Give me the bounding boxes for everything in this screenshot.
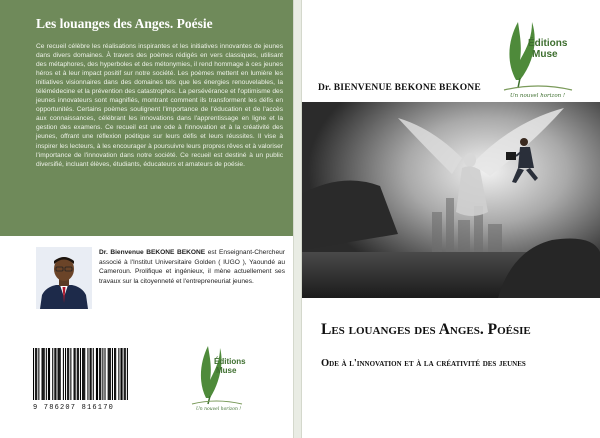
author-photo	[36, 247, 92, 309]
author-bio-name: Dr. Bienvenue BEKONE BEKONE	[99, 249, 206, 256]
author-bio	[99, 248, 285, 286]
publisher-logo-back	[186, 338, 246, 414]
cover-illustration	[302, 102, 600, 298]
publisher-name-line2: Muse	[532, 49, 558, 60]
isbn-number: 9 786207 816170	[33, 404, 115, 412]
publisher-name-line2: Muse	[216, 366, 237, 375]
author-bio-text: est Enseignant-Chercheur associé à l'Institut Universitaire Golden ( IUGO ), Yaoundé au Cameroun. Prolifique et ingénieux, il mène actuellement ses travaux sur la citoyenneté et l'entrepreneuriat jeunes.	[99, 249, 286, 285]
publisher-logo-front	[498, 18, 576, 100]
back-cover-description: Ce recueil célèbre les réalisations inspirantes et les initiatives innovantes de jeunes dans divers domaines. À travers des poèmes rédigés en vers classiques, utilisant des métaphores, des hyperboles et des métonymies, il rend hommage à ces jeunes héros et à leur impact positif sur notre société. Les poèmes mettent en lumière les initiatives visionnaires dans des domaines tels que les énergies renouvelables, la télémédecine et la prévention des catastrophes. La persévérance et l'optimisme des jeunes innovateurs sont magnifiés, montrant comment ils transforment les défis en opportunités. Certains poèmes soulignent l'importance de l'éducation et de l'accès aux connaissances, célébrant les innovations dans l'apprentissage en ligne et la gestion des examens. Ce recueil est une ode à l'innovation et à la créativité des jeunes, offrant une réflexion poétique sur leurs défis et leurs réussites. Il vise à inspirer les lecteurs, à les encourager à poursuivre leurs propres rêves et à valoriser l'importance de l'innovation dans notre société. Ce recueil est destiné à un public diversifié, incluant élèves, étudiants, éducateurs et amateurs de poésie.	[36, 43, 283, 168]
feather-icon	[509, 22, 534, 80]
front-title: Les louanges des Anges. Poésie	[321, 321, 531, 338]
back-cover-title: Les louanges des Anges. Poésie	[36, 16, 213, 31]
front-cover	[302, 0, 600, 438]
spine	[293, 0, 302, 438]
publisher-tagline: Un nouvel horizon !	[510, 93, 566, 99]
front-author: Dr. BIENVENUE BEKONE BEKONE	[318, 83, 481, 93]
front-subtitle: Ode à l'innovation et à la créativité des jeunes	[321, 358, 526, 369]
barcode	[33, 348, 129, 400]
publisher-name-line1: Éditions	[528, 38, 568, 49]
publisher-name-line1: Éditions	[214, 357, 246, 366]
back-cover	[0, 0, 293, 438]
publisher-tagline: Un nouvel horizon !	[196, 407, 242, 412]
